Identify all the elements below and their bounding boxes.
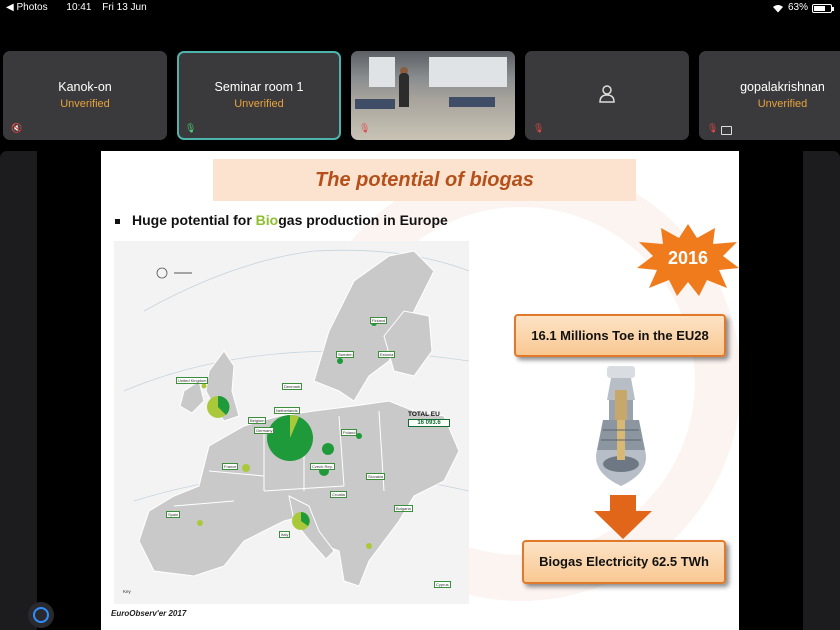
participant-tile-no-video[interactable] — [525, 51, 689, 140]
participant-tile-gopalakrishnan[interactable] — [699, 51, 840, 140]
slide-title: The potential of biogas — [213, 159, 636, 201]
year-starburst — [637, 224, 739, 296]
down-arrow-icon — [594, 495, 652, 539]
verification-status: Unverified — [757, 98, 808, 110]
bullet-text-post: gas production in Europe — [278, 212, 448, 228]
shared-slide — [101, 151, 739, 630]
slide-bullet — [115, 212, 448, 228]
europe-biogas-map: United Kingdom Germany France Italy Spain Poland Czech Rep. Slovakia Finland Sweden Estonia Denmark Netherlands Belgium Croatia Bulgaria Cyprus TOTAL EU 16 093.6 — [114, 241, 469, 604]
clock: 10:41 — [66, 2, 92, 13]
bullet-icon — [115, 219, 120, 224]
electricity-info-box: Biogas Electricity 62.5 TWh — [522, 540, 726, 584]
battery-percent: 63% — [787, 2, 808, 13]
status-bar — [0, 0, 840, 16]
speaker-muted-icon: 🔇 — [11, 123, 23, 133]
video-feed — [351, 51, 515, 140]
ring-icon — [33, 607, 49, 623]
verification-status: Unverified — [234, 98, 284, 110]
mic-on-icon: 🎙 — [185, 123, 197, 133]
source-citation: EuroObserv'er 2017 — [111, 609, 187, 618]
screen-share-icon — [721, 126, 732, 135]
back-to-app-link[interactable]: ◀ Photos — [6, 2, 48, 13]
wifi-icon — [772, 4, 784, 13]
stage-left-margin — [0, 151, 37, 630]
map-total-eu — [408, 411, 450, 427]
mic-muted-icon: 🎙 — [707, 123, 719, 133]
participant-name: gopalakrishnan — [740, 80, 825, 94]
bullet-text-pre: Huge potential for — [132, 212, 256, 228]
participant-name: Kanok-on — [58, 80, 112, 94]
bullet-highlight: Bio — [255, 212, 279, 228]
participant-tile-seminar-room-1[interactable] — [177, 51, 341, 140]
toe-info-box: 16.1 Millions Toe in the EU28 — [514, 314, 726, 357]
participant-tile-kanok-on[interactable] — [3, 51, 167, 140]
total-eu-label: TOTAL EU — [408, 411, 440, 418]
map-key-label: Key — [123, 589, 131, 594]
participant-name: Seminar room 1 — [214, 80, 304, 94]
total-eu-value: 16 093.6 — [408, 419, 450, 427]
date: Fri 13 Jun — [102, 2, 147, 13]
stage-right-margin — [803, 151, 840, 630]
year-label: 2016 — [667, 248, 709, 268]
verification-status: Unverified — [60, 98, 110, 110]
back-app-label: Photos — [16, 2, 48, 13]
gas-turbine-image — [589, 360, 653, 492]
assistive-touch-button[interactable] — [28, 602, 54, 628]
mic-muted-icon: 🎙 — [533, 123, 545, 133]
mic-muted-icon: 🎙 — [359, 123, 371, 133]
battery-icon — [812, 4, 832, 13]
person-placeholder-icon — [598, 85, 616, 103]
participant-tile-video[interactable] — [351, 51, 515, 140]
